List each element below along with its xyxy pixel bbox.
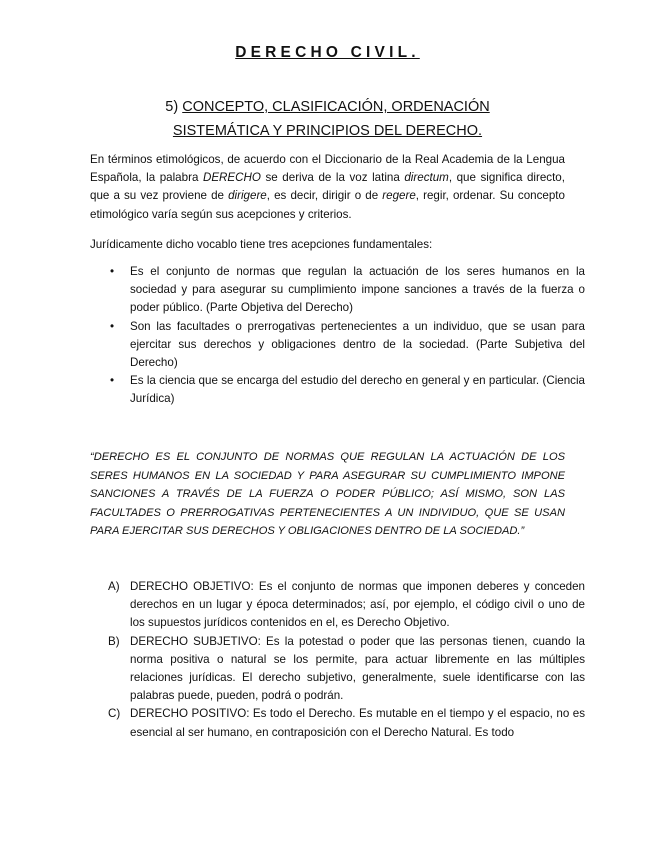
intro-text-b: se deriva de la voz latina <box>260 171 405 185</box>
list-item-text: DERECHO SUBJETIVO: Es la potestad o poder que las personas tienen, cuando la norma positiva o natural se los permite, para actuar libremente en las múltiples relaciones jurídicas. El derecho subjetivo, generalmente, suele identificarse con las palabras puede, pueden, podrá o podrán. <box>130 634 585 703</box>
definition-quote: “DERECHO ES EL CONJUNTO DE NORMAS QUE REGULAN LA ACTUACIÓN DE LOS SERES HUMANOS EN LA SOCIEDAD Y PARA ASEGURAR SU CUMPLIMIENTO IMPONE SANCIONES A TRAVÉS DE LA FUERZA O PODER PÚBLICO; ASÍ MISMO, SON LAS FACULTADES O PRERROGATIVAS PERTENECIENTES A UN INDIVIDUO, QUE SE USAN PARA EJERCITAR SUS DERECHOS Y OBLIGACIONES DENTRO DE LA SOCIEDAD.” <box>90 451 565 538</box>
intro-text-d: , es decir, dirigir o de <box>266 189 383 203</box>
definitions-list <box>110 578 585 742</box>
section-title-line-2: SISTEMÁTICA Y PRINCIPIOS DEL DERECHO. <box>172 123 483 139</box>
lead-paragraph: Jurídicamente dicho vocablo tiene tres acepciones fundamentales: <box>90 238 433 251</box>
list-item <box>108 633 585 706</box>
list-item-text: Son las facultades o prerrogativas pertenecientes a un individuo, que se usan para ejercitar sus derechos y obligaciones dentro de la sociedad. (Parte Subjetiva del Derecho) <box>130 319 585 370</box>
bullet-icon: • <box>110 374 115 388</box>
intro-term-regere: regere <box>382 189 416 203</box>
list-item <box>108 705 585 741</box>
document-title: DERECHO CIVIL. <box>235 44 420 61</box>
section-heading-line-1 <box>0 95 655 119</box>
section-title-line-1: CONCEPTO, CLASIFICACIÓN, ORDENACIÓN <box>182 99 490 115</box>
list-marker: C) <box>108 707 121 721</box>
list-item-text: DERECHO POSITIVO: Es todo el Derecho. Es mutable en el tiempo y el espacio, no es esencial al ser humano, en contraposición con el Derecho Natural. Es todo <box>130 707 585 739</box>
list-marker: A) <box>108 580 120 593</box>
list-item <box>108 578 585 633</box>
list-item-text: DERECHO OBJETIVO: Es el conjunto de normas que imponen deberes y conceden derechos en un lugar y época determinados; así, por ejemplo, el código civil o uno de los supuestos jurídicos contenidos en el, es Derecho Objetivo. <box>130 580 585 630</box>
section-heading <box>0 95 655 143</box>
meanings-list <box>110 263 585 409</box>
intro-text-a: En términos etimológicos, de acuerdo con el Diccionario de la Real Academia de la Lengua Española, la palabra <box>90 153 565 185</box>
bullet-icon: • <box>110 319 115 333</box>
list-item <box>110 263 585 318</box>
intro-paragraph <box>90 151 565 224</box>
intro-term-directum: directum <box>404 171 449 185</box>
list-item-text: Es la ciencia que se encarga del estudio del derecho en general y en particular. (Ciencia Jurídica) <box>130 374 585 406</box>
list-item <box>110 318 585 373</box>
intro-text-e: , regir, ordenar. Su concepto etimológico varía según sus acepciones y criterios. <box>90 189 565 221</box>
section-number: 5) <box>165 99 179 115</box>
section-heading-line-2 <box>0 119 655 143</box>
list-marker: B) <box>108 634 120 648</box>
intro-term-dirigere: dirigere <box>228 189 267 203</box>
list-item-text: Es el conjunto de normas que regulan la actuación de los seres humanos en la sociedad y para asegurar su cumplimiento impone sanciones a través de la fuerza o poder público. (Parte Objetiva del Derecho) <box>130 265 585 315</box>
intro-text-c: , que significa directo, que a su vez proviene de <box>90 171 565 203</box>
list-item <box>110 372 585 408</box>
bullet-icon: • <box>110 265 115 278</box>
intro-term-derecho: DERECHO <box>202 171 261 185</box>
